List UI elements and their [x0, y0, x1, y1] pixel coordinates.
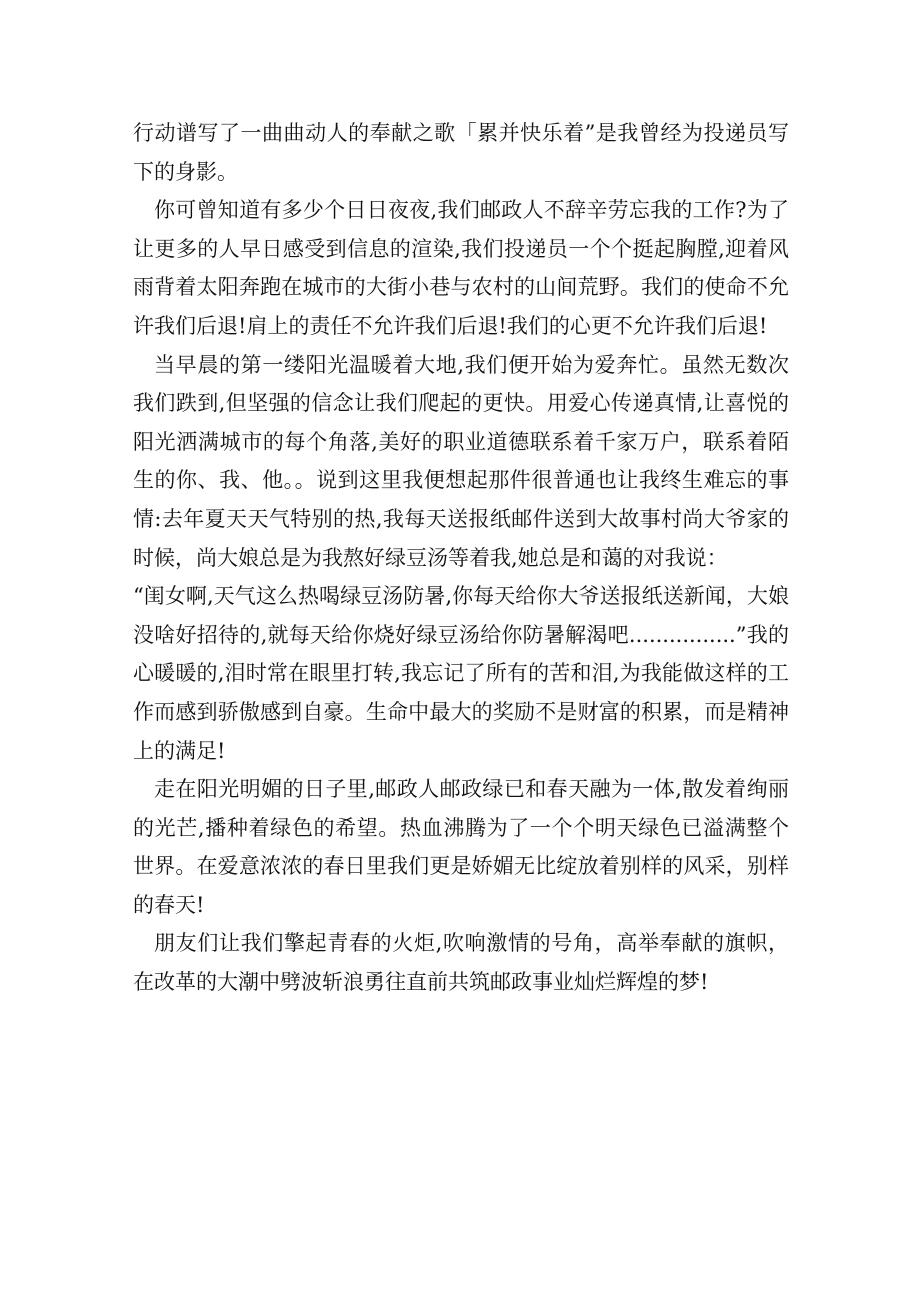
paragraph-6: 朋友们让我们擎起青春的火炬,吹响激情的号角，高举奉献的旗帜，在改革的大潮中劈波斩浪勇往直前共筑邮政事业灿烂辉煌的梦! — [133, 931, 789, 995]
document-body — [133, 114, 789, 1002]
paragraph-4: “闺女啊,天气这么热喝绿豆汤防暑,你每天给你大爷送报纸送新闻，大娘没啥好招待的,就每天给你烧好绿豆汤给你防暑解渴吧................”我的心暖暖的,泪时常在眼里打转,我忘记了所有的苦和泪,为我能做这样的工作而感到骄傲感到自豪。生命中最大的奖励不是财富的积累，而是精神上的满足! — [133, 584, 789, 763]
paragraph-1: 行动谱写了一曲曲动人的奉献之歌「累并快乐着”是我曾经为投递员写下的身影。 — [133, 121, 789, 184]
paragraph-2: 你可曾知道有多少个日日夜夜,我们邮政人不辞辛劳忘我的工作?为了让更多的人早日感受到信息的渲染,我们投递员一个个挺起胸膛,迎着风雨背着太阳奔跑在城市的大街小巷与农村的山间荒野。我们的使命不允许我们后退!肩上的责任不允许我们后退!我们的心更不允许我们后退! — [133, 198, 789, 338]
paragraph-3: 当早晨的第一缕阳光温暖着大地,我们便开始为爱奔忙。虽然无数次我们跌到,但坚强的信念让我们爬起的更快。用爱心传递真情,让喜悦的阳光洒满城市的每个角落,美好的职业道德联系着千家万户，联系着陌生的你、我、他。。说到这里我便想起那件很普通也让我终生难忘的事情:去年夏天天气特别的热,我每天送报纸邮件送到大故事村尚大爷家的时候，尚大娘总是为我熬好绿豆汤等着我,她总是和蔼的对我说： — [133, 352, 789, 570]
paragraph-5: 走在阳光明媚的日子里,邮政人邮政绿已和春天融为一体,散发着绚丽的光芒,播种着绿色的希望。热血沸腾为了一个个明天绿色已溢满整个世界。在爱意浓浓的春日里我们更是娇媚无比绽放着别样的风采，别样的春天! — [133, 777, 789, 917]
